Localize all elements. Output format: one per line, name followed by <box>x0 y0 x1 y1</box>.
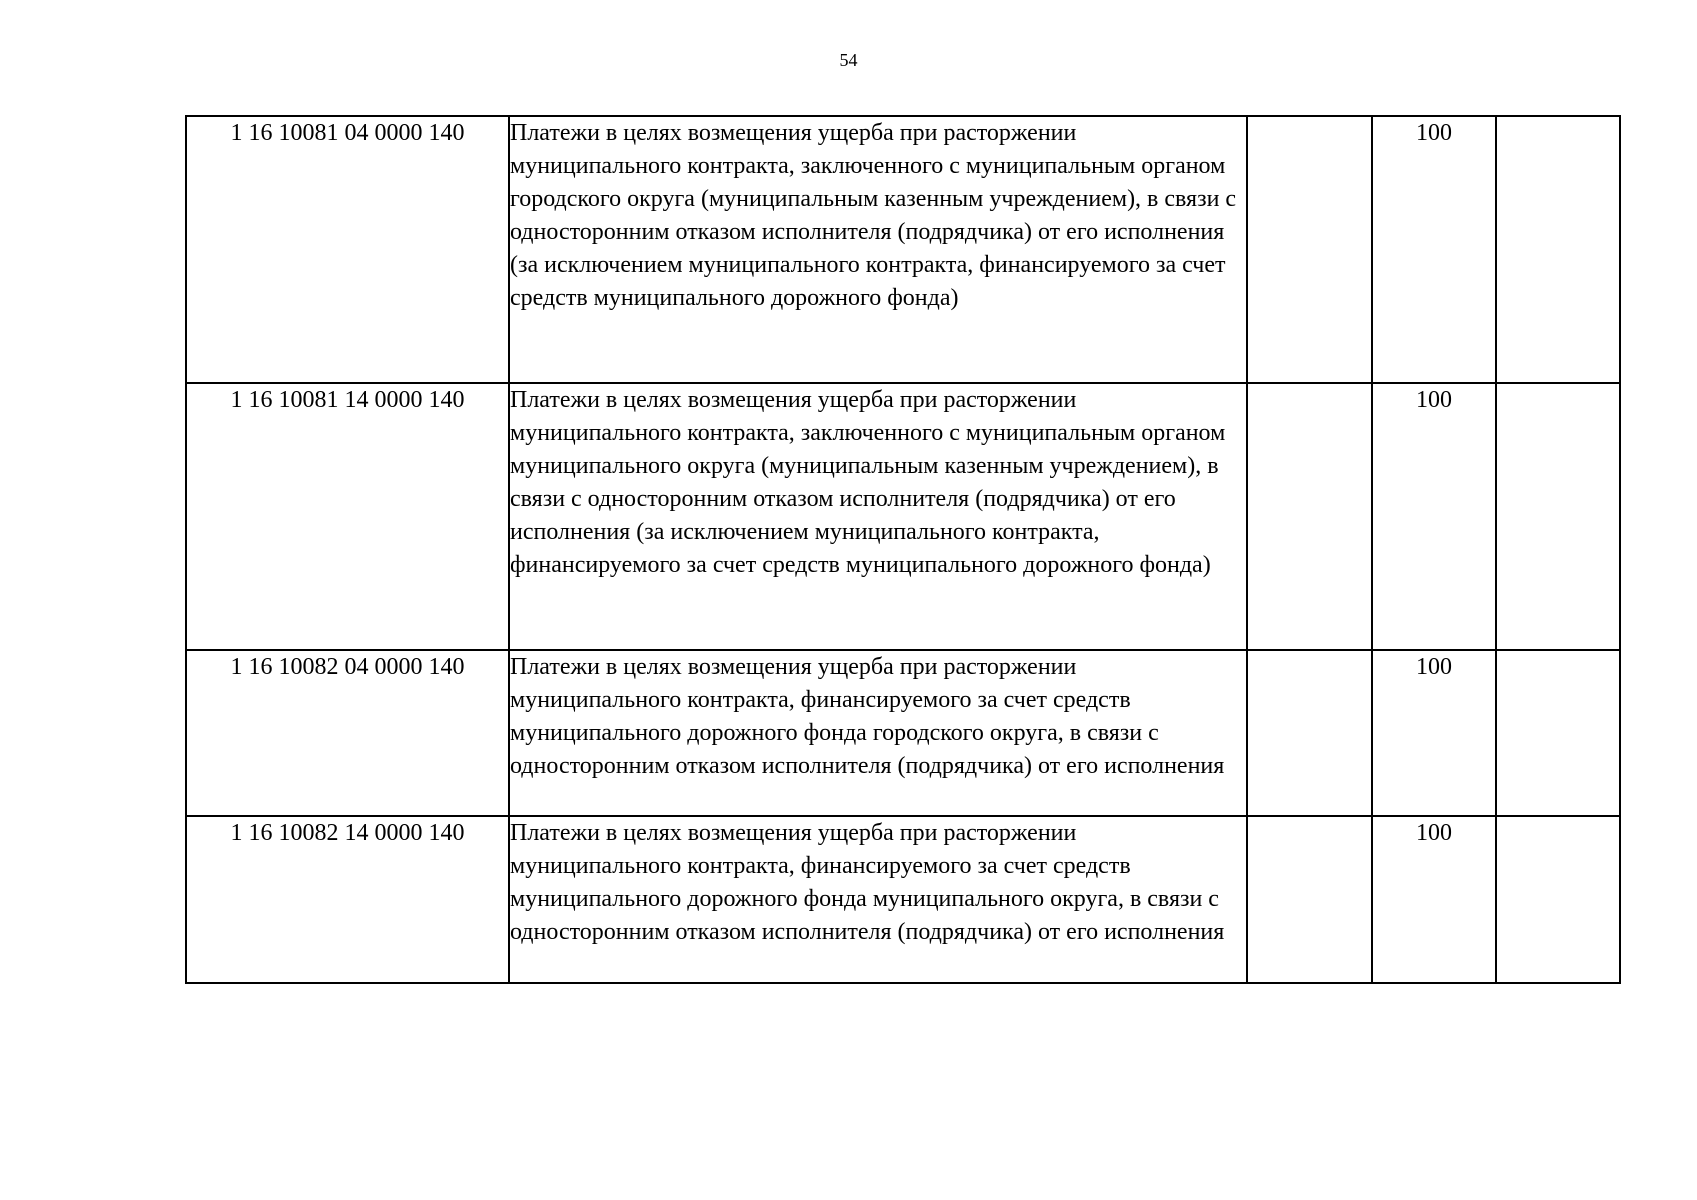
revenue-code-cell: 1 16 10081 04 0000 140 <box>186 116 509 383</box>
description-cell: Платежи в целях возмещения ущерба при расторжении муниципального контракта, заключенного с муниципальным органом муниципального округа (муниципальным казенным учреждением), в связи с односторонним отказом исполнителя (подрядчика) от его исполнения (за исключением муниципального контракта, финансируемого за счет средств муниципального дорожного фонда) <box>509 383 1247 650</box>
page-number: 54 <box>839 50 858 70</box>
revenue-code-cell: 1 16 10082 14 0000 140 <box>186 816 509 983</box>
percent-cell: 100 <box>1372 383 1496 650</box>
table-row <box>186 816 1620 983</box>
description-cell: Платежи в целях возмещения ущерба при расторжении муниципального контракта, заключенного с муниципальным органом городского округа (муниципальным казенным учреждением), в связи с односторонним отказом исполнителя (подрядчика) от его исполнения (за исключением муниципального контракта, финансируемого за счет средств муниципального дорожного фонда) <box>509 116 1247 383</box>
percent-cell: 100 <box>1372 816 1496 983</box>
value-cell <box>1496 650 1620 816</box>
value-cell <box>1496 383 1620 650</box>
table-row <box>186 116 1620 383</box>
value-cell <box>1247 816 1372 983</box>
percent-cell: 100 <box>1372 650 1496 816</box>
value-cell <box>1247 383 1372 650</box>
table-row <box>186 650 1620 816</box>
budget-table <box>185 115 1621 984</box>
revenue-code-cell: 1 16 10082 04 0000 140 <box>186 650 509 816</box>
value-cell <box>1247 650 1372 816</box>
revenue-code-cell: 1 16 10081 14 0000 140 <box>186 383 509 650</box>
table-row <box>186 383 1620 650</box>
percent-cell: 100 <box>1372 116 1496 383</box>
description-cell: Платежи в целях возмещения ущерба при расторжении муниципального контракта, финансируемого за счет средств муниципального дорожного фонда муниципального округа, в связи с односторонним отказом исполнителя (подрядчика) от его исполнения <box>509 816 1247 983</box>
value-cell <box>1496 116 1620 383</box>
description-cell: Платежи в целях возмещения ущерба при расторжении муниципального контракта, финансируемого за счет средств муниципального дорожного фонда городского округа, в связи с односторонним отказом исполнителя (подрядчика) от его исполнения <box>509 650 1247 816</box>
value-cell <box>1496 816 1620 983</box>
value-cell <box>1247 116 1372 383</box>
